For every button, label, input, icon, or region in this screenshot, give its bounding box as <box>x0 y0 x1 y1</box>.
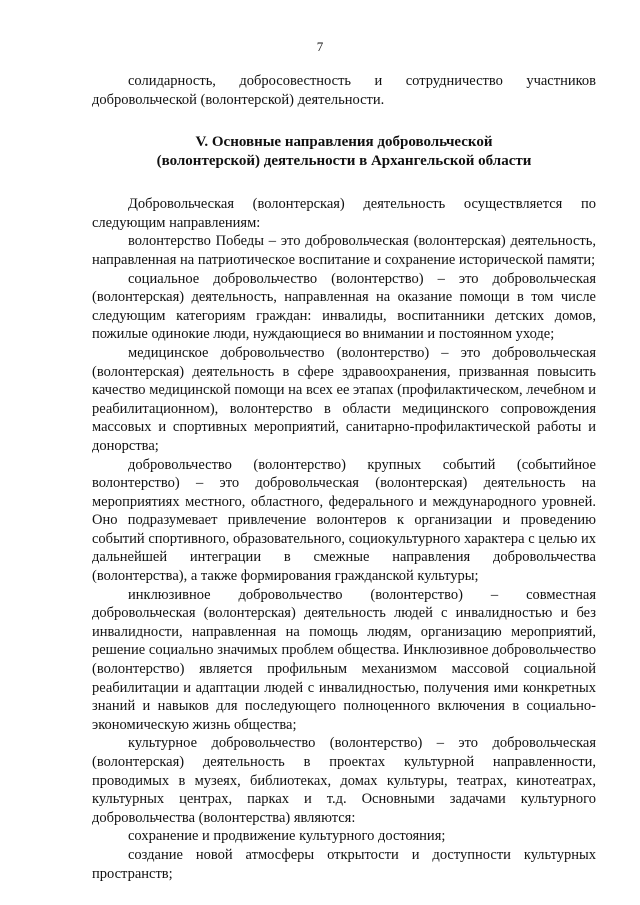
intro-continuation: солидарность, добросовестность и сотрудничество участников добровольческой (волонтерской) деятельности. <box>92 73 596 108</box>
paragraph-victory-volunteering: волонтерство Победы – это добровольческая (волонтерская) деятельность, направленная на патриотическое воспитание и сохранение исторической памяти; <box>92 233 596 268</box>
paragraph-social-volunteering: социальное добровольчество (волонтерство) – это добровольческая (волонтерская) деятельность, направленная на оказание помощи в том числе следующим категориям граждан: инвалиды, воспитанники детских домов, пожилые одинокие люди, нуждающиеся во внимании и постоянном уходе; <box>92 270 596 343</box>
page-number: 7 <box>316 39 324 54</box>
section-heading <box>92 133 596 171</box>
document-body <box>92 72 596 883</box>
paragraph-inclusive-volunteering: инклюзивное добровольчество (волонтерство) – совместная добровольческая (волонтерская) деятельность людей с инвалидностью и без инвалидности, направленная на помощь людям, организацию мероприятий, решение социально значимых проблем общества. Инклюзивное добровольчество (волонтерство) является профильным механизмом массовой социальной реабилитации и адаптации людей с инвалидностью, получения ими конкретных знаний и навыков для последующего полноценного включения в социально-экономическую жизнь общества; <box>92 586 596 733</box>
paragraph-cultural-task-1: сохранение и продвижение культурного достояния; <box>128 828 446 845</box>
paragraph-directions-intro: Добровольческая (волонтерская) деятельность осуществляется по следующим направлениям: <box>92 196 596 231</box>
section-heading-line-2: (волонтерской) деятельности в Архангельской области <box>156 153 532 170</box>
paragraph-cultural-volunteering: культурное добровольчество (волонтерство) – это добровольческая (волонтерская) деятельность в проектах культурной направленности, проводимых в музеях, библиотеках, домах культуры, театрах, кинотеатрах, культурных центрах, парках и т.д. Основными задачами культурного добровольчества (волонтерства) являются: <box>92 735 596 826</box>
section-heading-line-1: V. Основные направления добровольческой <box>195 134 493 151</box>
paragraph-medical-volunteering: медицинское добровольчество (волонтерство) – это добровольческая (волонтерская) деятельность в сфере здравоохранения, призванная повысить качество медицинской помощи на всех ее этапах (профилактическом, лечебном и реабилитационном), волонтерство в области медицинского сопровождения массовых и спортивных мероприятий, санитарно-профилактической работы и донорства; <box>92 344 596 454</box>
paragraph-cultural-task-2: создание новой атмосферы открытости и доступности культурных пространств; <box>92 846 596 882</box>
paragraph-event-volunteering: добровольчество (волонтерство) крупных событий (событийное волонтерство) – это добровольческая (волонтерская) деятельность на мероприятиях местного, областного, федерального и международного уровней. Оно подразумевает привлечение волонтеров к организации и проведению событий спортивного, образовательного, социокультурного характера с целью их дальнейшей интеграции в смежные направления добровольчества (волонтерства), а также формирования гражданской культуры; <box>92 456 596 585</box>
